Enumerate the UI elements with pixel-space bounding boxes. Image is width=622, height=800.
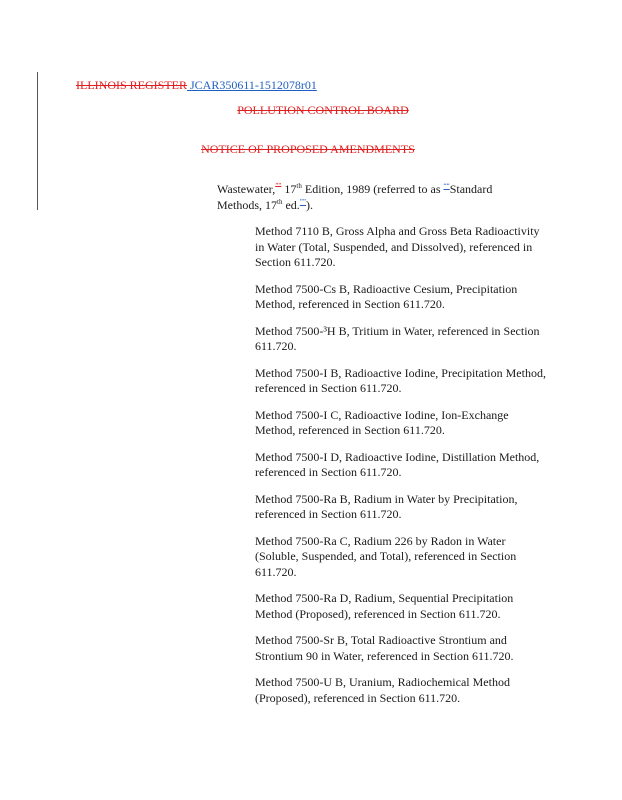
method-item: Method 7500-Ra B, Radium in Water by Precipitation, referenced in Section 611.720. xyxy=(255,491,518,521)
method-item: Method 7500-³H B, Tritium in Water, referenced in Section 611.720. xyxy=(255,323,540,353)
superscript-th-2: th xyxy=(277,198,283,206)
register-label-deleted: ILLINOIS REGISTER xyxy=(76,78,187,92)
intro-text-5: ed. xyxy=(282,198,300,212)
revision-change-bar xyxy=(37,72,38,210)
intro-text-4: Standard Methods, 17 xyxy=(217,182,493,212)
intro-text-3: Edition, 1989 (referred to as xyxy=(301,182,444,196)
register-header xyxy=(76,78,317,93)
deleted-quote-mark: ”” xyxy=(275,182,282,190)
method-item: Method 7500-Ra C, Radium 226 by Radon in Water (Soluble, Suspended, and Total), referenced in Section 611.720. xyxy=(255,533,517,579)
method-item: Method 7500-I D, Radioactive Iodine, Distillation Method, referenced in Section 611.720. xyxy=(255,449,540,479)
method-item: Method 7500-U B, Uranium, Radiochemical Method (Proposed), referenced in Section 611.720. xyxy=(255,675,510,705)
jcar-code-inserted: JCAR350611-1512078r01 xyxy=(187,78,317,92)
superscript-th: th xyxy=(296,182,302,190)
method-item: Method 7110 B, Gross Alpha and Gross Beta Radioactivity in Water (Total, Suspended, and Dissolved), referenced in Section 611.720. xyxy=(255,224,540,269)
inserted-quote-mark: ““ xyxy=(443,182,450,190)
intro-paragraph xyxy=(217,181,537,213)
method-item: Method 7500-Cs B, Radioactive Cesium, Precipitation Method, referenced in Section 611.720. xyxy=(255,281,518,311)
method-item: Method 7500-I C, Radioactive Iodine, Ion-Exchange Method, referenced in Section 611.720. xyxy=(255,407,509,437)
notice-title: NOTICE OF PROPOSED AMENDMENTS xyxy=(201,142,415,156)
inserted-quote-mark-2: ”” xyxy=(299,198,306,206)
board-title: POLLUTION CONTROL BOARD xyxy=(237,103,409,117)
intro-text-1: Wastewater, xyxy=(217,182,276,196)
method-item: Method 7500-I B, Radioactive Iodine, Precipitation Method, referenced in Section 611.720. xyxy=(255,365,546,395)
intro-text-2: 17 xyxy=(281,182,297,196)
method-item: Method 7500-Ra D, Radium, Sequential Precipitation Method (Proposed), referenced in Section 611.720. xyxy=(255,591,514,621)
intro-text-6: ). xyxy=(306,198,313,212)
method-item: Method 7500-Sr B, Total Radioactive Strontium and Strontium 90 in Water, referenced in Section 611.720. xyxy=(255,633,514,663)
methods-list xyxy=(255,224,550,717)
